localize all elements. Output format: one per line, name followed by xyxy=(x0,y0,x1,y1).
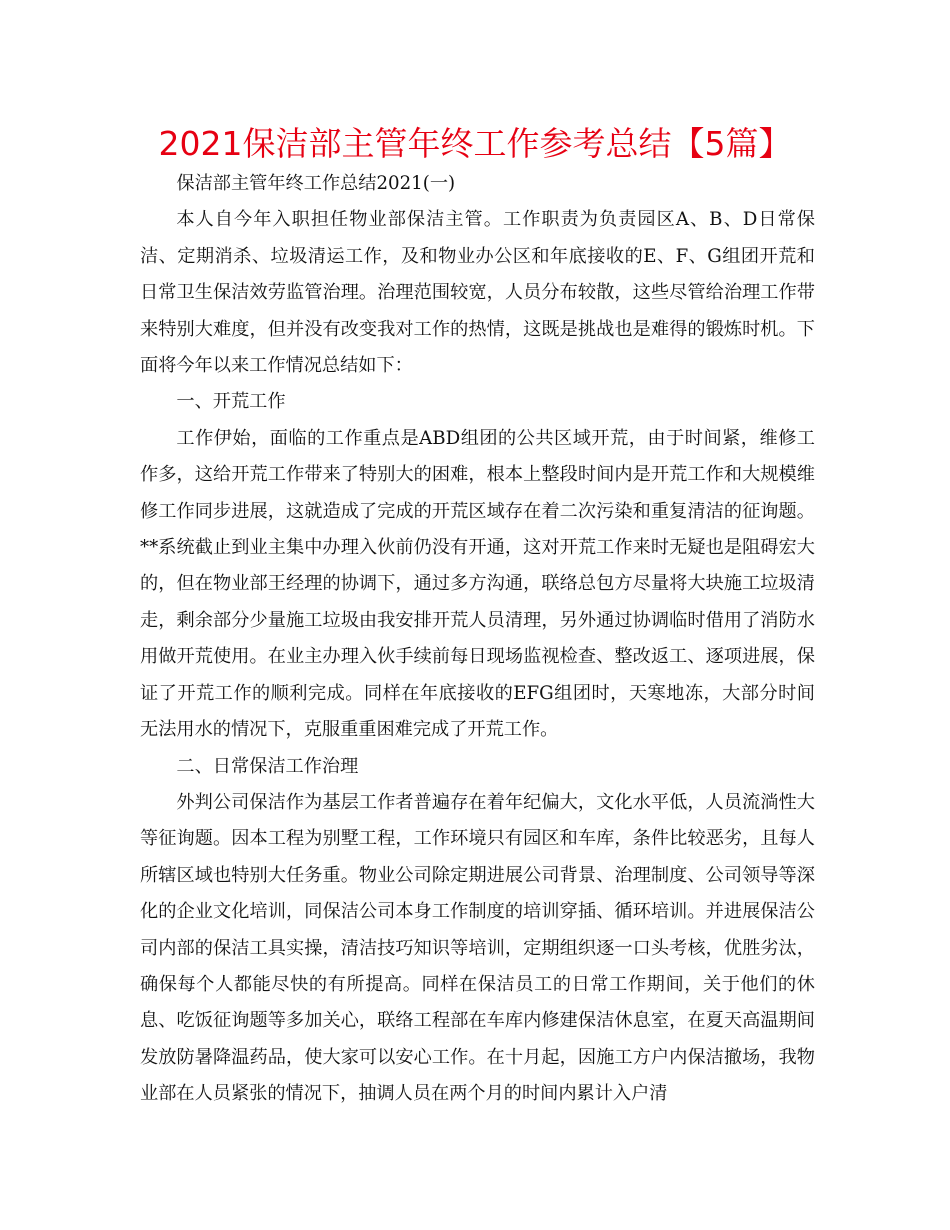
paragraph-intro: 本人自今年入职担任物业部保洁主管。工作职责为负责园区A、B、D日常保洁、定期消杀、垃圾清运工作，及和物业办公区和年底接收的E、F、G组团开荒和日常卫生保洁效劳监管治理。治理范围较宽，人员分布较散，这些尽管给治理工作带来特别大难度，但并没有改变我对工作的热情，这既是挑战也是难得的锻炼时机。下面将今年以来工作情况总结如下： xyxy=(140,209,815,377)
section-heading-2: 二、日常保洁工作治理 xyxy=(176,755,359,777)
paragraph-section-2: 外判公司保洁作为基层工作者普遍存在着年纪偏大，文化水平低，人员流淌性大等征询题。因本工程为别墅工程，工作环境只有园区和车库，条件比较恶劣，且每人所辖区域也特别大任务重。物业公司除定期进展公司背景、治理制度、公司领导等深化的企业文化培训，同保洁公司本身工作制度的培训穿插、循环培训。并进展保洁公司内部的保洁工具实操，清洁技巧知识等培训，定期组织逐一口头考核，优胜劣汰，确保每个人都能尽快的有所提高。同样在保洁员工的日常工作期间，关于他们的休息、吃饭征询题等多加关心，联络工程部在车库内修建保洁休息室，在夏天高温期间发放防暑降温药品，使大家可以安心工作。在十月起，因施工方户内保洁撤场，我物业部在人员紧张的情况下，抽调人员在两个月的时间内累计入户清 xyxy=(140,791,815,1105)
section-heading-1: 一、开荒工作 xyxy=(176,391,286,413)
document-subtitle: 保洁部主管年终工作总结2021(一) xyxy=(176,173,456,194)
document-body xyxy=(140,166,815,1113)
document-title: 2021保洁部主管年终工作参考总结【5篇】 xyxy=(158,124,792,163)
paragraph-section-1: 工作伊始，面临的工作重点是ABD组团的公共区域开荒，由于时间紧，维修工作多，这给开荒工作带来了特别大的困难，根本上整段时间内是开荒工作和大规模维修工作同步进展，这就造成了完成的开荒区域存在着二次污染和重复清洁的征询题。**系统截止到业主集中办理入伙前仍没有开通，这对开荒工作来时无疑也是阻碍宏大的，但在物业部王经理的协调下，通过多方沟通，联络总包方尽量将大块施工垃圾清走，剩余部分少量施工垃圾由我安排开荒人员清理，另外通过协调临时借用了消防水用做开荒使用。在业主办理入伙手续前每日现场监视检查、整改返工、逐项进展，保证了开荒工作的顺利完成。同样在年底接收的EFG组团时，天寒地冻，大部分时间无法用水的情况下，克服重重困难完成了开荒工作。 xyxy=(140,427,815,741)
